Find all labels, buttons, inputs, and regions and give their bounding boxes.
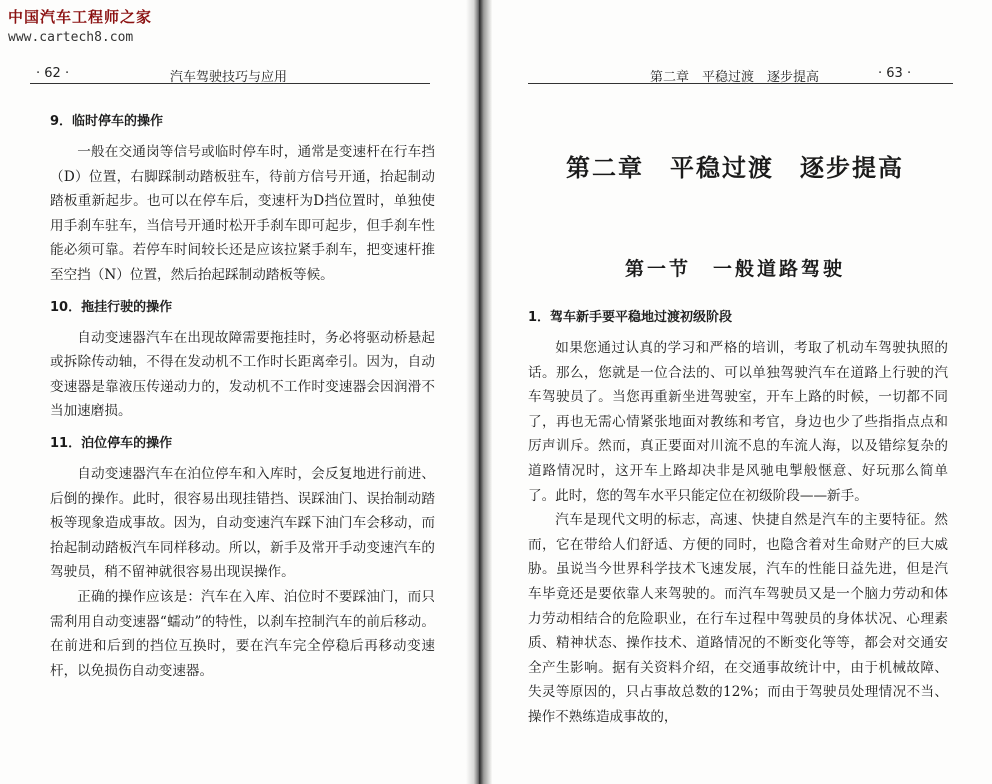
right-page-number: · 63 · [878,66,912,81]
section-heading: 9．临时停车的操作 [50,114,164,129]
watermark-site-name: 中国汽车工程师之家 [8,8,153,26]
paragraph: 汽车是现代文明的标志，高速、快捷自然是汽车的主要特征。然而，它在带给人们舒适、方便的同时，也隐含着对生命财产的巨大威胁。虽说当今世界科学技术飞速发展，汽车的性能日益先进，但是汽车毕竟还是要依靠人来驾驶的。而汽车驾驶员又是一个脑力劳动和体力劳动相结合的危险职业，在行车过程中驾驶员的身体状况、心理素质、精神状态、操作技术、道路情况的不断变化等等，都会对交通安全产生影响。据有关资料介绍，在交通事故统计中，由于机械故障、失灵等原因的，只占事故总数的12%；而由于驾驶员处理情况不当、操作不熟练造成事故的， [528,512,948,725]
book-gutter [466,0,492,784]
paragraph: 自动变速器汽车在出现故障需要拖挂时，务必将驱动桥悬起或拆除传动轴，不得在发动机不工作时长距离牵引。因为，自动变速器是靠液压传递动力的，发动机不工作时变速器会因润滑不当加速磨损。 [50,329,435,420]
watermark-url: www.cartech8.com [8,30,134,45]
section-heading: 10．拖挂行驶的操作 [50,299,173,315]
left-body-text [50,110,435,683]
right-body-text [528,306,948,730]
right-page [478,0,992,784]
section-heading: 11．泊位停车的操作 [50,435,173,451]
section-heading: 1．驾车新手要平稳地过渡初级阶段 [528,310,733,325]
header-rule [30,83,430,84]
paragraph: 正确的操作应该是：汽车在入库、泊位时不要踩油门，而只需利用自动变速器“蠕动”的特性，以刹车控制汽车的前后移动。在前进和后到的挡位互换时，要在汽车完全停稳后再移动变速杆，以免损伤自动变速器。 [50,588,435,679]
paragraph: 如果您通过认真的学习和严格的培训，考取了机动车驾驶执照的话。那么，您就是一位合法的、可以单独驾驶汽车在道路上行驶的汽车驾驶员了。当您再重新坐进驾驶室，开车上路的时候，一切都不同了，再也无需心情紧张地面对教练和考官，身边也少了些指指点点和厉声训斥。然而，真正要面对川流不息的车流人海，以及错综复杂的道路情况时，这开车上路却决非是风驰电掣般惬意、好玩那么简单了。此时，您的驾车水平只能定位在初级阶段——新手。 [528,340,948,504]
paragraph: 一般在交通岗等信号或临时停车时，通常是变速杆在行车挡（D）位置，右脚踩制动踏板驻车，待前方信号开通，抬起制动踏板重新起步。也可以在停车后，变速杆为D挡位置时，单独使用手刹车驻车，当信号开通时松开手刹车即可起步，但手刹车性能必须可靠。若停车时间较长还是应该拉紧手刹车，把变速杆推至空挡（N）位置，然后抬起踩制动踏板等候。 [50,144,435,283]
header-rule [528,83,953,84]
right-running-title: 第二章 平稳过渡 逐步提高 [650,70,820,85]
paragraph: 自动变速器汽车在泊位停车和入库时，会反复地进行前进、后倒的操作。此时，很容易出现挂错挡、误踩油门、误抬制动踏板等现象造成事故。因为，自动变速汽车踩下油门车会移动，而抬起制动踏板汽车同样移动。所以，新手及常开手动变速汽车的驾驶员，稍不留神就很容易出现误操作。 [50,465,435,581]
left-page-number: · 62 · [36,66,70,81]
watermark [8,6,152,45]
left-page [0,0,473,784]
section-title: 第一节 一般道路驾驶 [624,258,845,280]
left-running-title: 汽车驾驶技巧与应用 [170,70,288,85]
chapter-title: 第二章 平稳过渡 逐步提高 [566,154,904,182]
